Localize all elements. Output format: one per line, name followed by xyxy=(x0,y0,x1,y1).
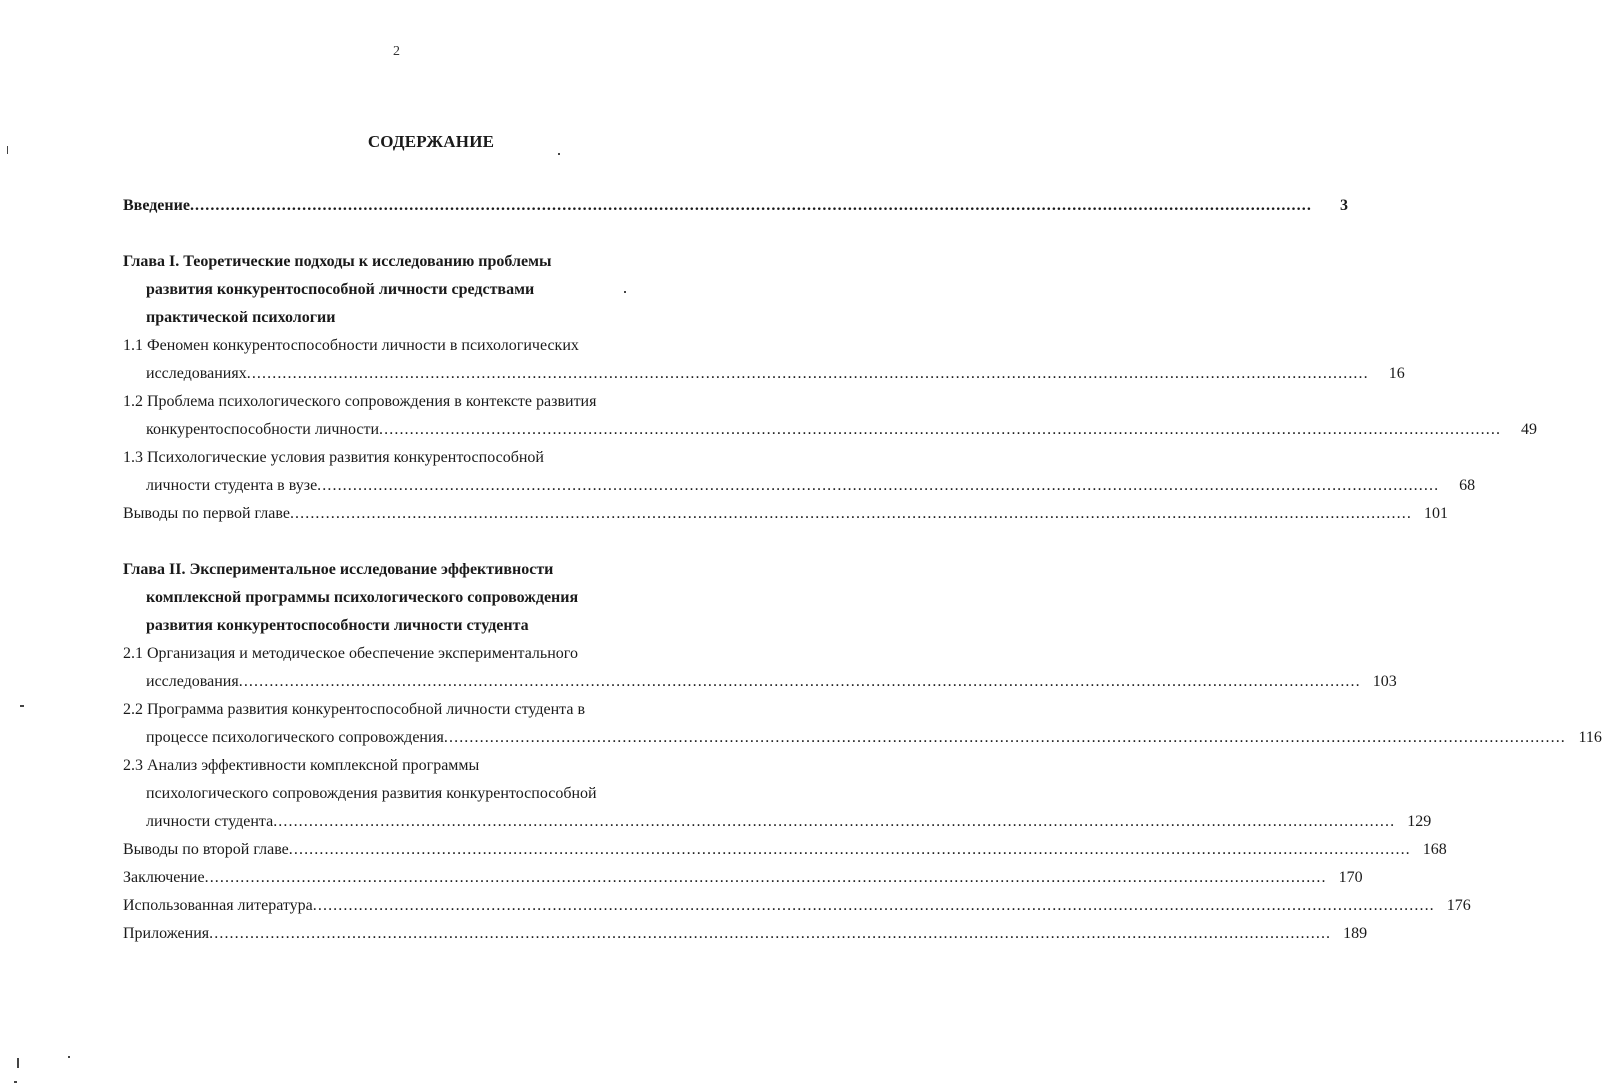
references-entry xyxy=(123,894,1471,918)
scan-speck xyxy=(17,1058,19,1068)
section-1-3-line: 1.3 Психологические условия развития конкурентоспособной xyxy=(123,449,544,466)
toc-entry-introduction xyxy=(123,194,1348,218)
entry-page: 189 xyxy=(1343,925,1368,942)
dot-leader: ............................................................................................................................................................................................................................ xyxy=(317,477,1440,494)
entry-label: Заключение xyxy=(123,869,205,886)
chapter-2-conclusions-entry xyxy=(123,838,1447,862)
page-number: 2 xyxy=(393,44,400,59)
entry-page: 101 xyxy=(1423,505,1448,522)
entry-page: 176 xyxy=(1446,897,1471,914)
section-2-3-entry xyxy=(146,810,1432,834)
dot-leader: ............................................................................................................................................................................................................................ xyxy=(238,673,1361,690)
dot-leader: ............................................................................................................................................................................................................................ xyxy=(246,365,1369,382)
scan-speck xyxy=(68,1056,70,1058)
dot-leader: ............................................................................................................................................................................................................................ xyxy=(379,421,1502,438)
dot-leader: ............................................................................................................................................................................................................................ xyxy=(273,813,1396,830)
dot-leader: ............................................................................................................................................................................................................................ xyxy=(289,505,1412,522)
section-2-1-entry xyxy=(146,670,1397,694)
section-2-3-line: 2.3 Анализ эффективности комплексной программы xyxy=(123,757,480,774)
entry-label: Приложения xyxy=(123,925,210,942)
dot-leader: ............................................................................................................................................................................................................................ xyxy=(189,197,1312,214)
entry-page: 129 xyxy=(1407,813,1432,830)
entry-label: исследования xyxy=(146,673,239,690)
section-2-2-line: 2.2 Программа развития конкурентоспособной личности студента в xyxy=(123,701,585,718)
dot-leader: ............................................................................................................................................................................................................................ xyxy=(209,925,1332,942)
entry-label: Использованная литература xyxy=(123,897,313,914)
scan-speck xyxy=(558,153,560,155)
chapter-2-title-line: комплексной программы психологического сопровождения xyxy=(146,589,579,606)
scan-speck xyxy=(14,1081,17,1083)
entry-label: Введение xyxy=(123,197,190,214)
toc-title: СОДЕРЖАНИЕ xyxy=(367,132,495,151)
entry-label: процессе психологического сопровождения xyxy=(146,729,444,746)
section-2-3-line: психологического сопровождения развития конкурентоспособной xyxy=(146,785,597,802)
section-2-2-entry xyxy=(146,726,1602,750)
section-1-2-line: 1.2 Проблема психологического сопровождения в контексте развития xyxy=(123,393,597,410)
conclusion-entry xyxy=(123,866,1363,890)
entry-page: 168 xyxy=(1422,841,1447,858)
section-2-1-line: 2.1 Организация и методическое обеспечение экспериментального xyxy=(123,645,578,662)
appendices-entry xyxy=(123,922,1368,946)
entry-page: 68 xyxy=(1459,477,1476,494)
entry-page: 103 xyxy=(1372,673,1397,690)
chapter-1-title-line: практической психологии xyxy=(146,309,336,326)
chapter-1-title-line: Глава I. Теоретические подходы к исследованию проблемы xyxy=(123,253,552,270)
section-1-3-entry xyxy=(146,474,1476,498)
chapter-2-title-line: Глава II. Экспериментальное исследование эффективности xyxy=(123,561,554,578)
entry-label: Выводы по второй главе xyxy=(123,841,289,858)
dot-leader: ............................................................................................................................................................................................................................ xyxy=(312,897,1435,914)
entry-page: 116 xyxy=(1578,729,1602,746)
section-1-2-entry xyxy=(146,418,1538,442)
dot-leader: ............................................................................................................................................................................................................................ xyxy=(443,729,1566,746)
scan-speck xyxy=(624,291,626,293)
chapter-1-conclusions-entry xyxy=(123,502,1448,526)
entry-label: личности студента xyxy=(146,813,274,830)
entry-page: 170 xyxy=(1338,869,1363,886)
chapter-2-title-line: развития конкурентоспособности личности студента xyxy=(146,617,529,634)
section-1-1-entry xyxy=(146,362,1405,386)
dot-leader: ............................................................................................................................................................................................................................ xyxy=(204,869,1327,886)
entry-label: Выводы по первой главе xyxy=(123,505,290,522)
chapter-1-title-line: развития конкурентоспособной личности средствами xyxy=(146,281,535,298)
entry-label: исследованиях xyxy=(146,365,247,382)
entry-label: конкурентоспособности личности xyxy=(146,421,380,438)
scan-speck xyxy=(7,146,8,154)
entry-page: 3 xyxy=(1339,197,1348,214)
dot-leader: ............................................................................................................................................................................................................................ xyxy=(288,841,1411,858)
scan-speck xyxy=(20,705,24,707)
entry-page: 49 xyxy=(1521,421,1538,438)
entry-page: 16 xyxy=(1388,365,1405,382)
entry-label: личности студента в вузе xyxy=(146,477,318,494)
section-1-1-line: 1.1 Феномен конкурентоспособности личности в психологических xyxy=(123,337,579,354)
